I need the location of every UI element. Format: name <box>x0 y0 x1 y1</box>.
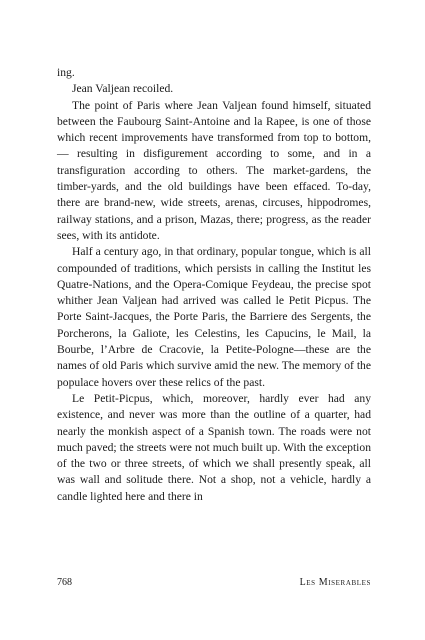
paragraph: Jean Valjean recoiled. <box>72 82 174 96</box>
paragraph: Le Petit-Picpus, which, moreover, hardly ever had any existence, and never was more than the outline of a quarter, had nearly the monkish aspect of a Spanish town. The roads were not much paved; the streets were not much built up. With the exception of the two or three streets, of which we shall presently speak, all was wall and solitude there. Not a shop, not a vehicle, hardly a candle lighted here and there in <box>57 391 371 503</box>
running-title: Les Miserables <box>299 577 371 588</box>
page-footer <box>57 577 371 588</box>
paragraph: Half a century ago, in that ordinary, popular tongue, which is all compounded of traditions, which persists in calling the Institut les Quatre-Nations, and the Opera-Comique Feydeau, the precise spot whither Jean Valjean had arrived was called le Petit Picpus. The Porte Saint-Jacques, the Porte Paris, the Barriere des Sergents, the Porcherons, la Galiote, les Celestins, les Capucins, le Mail, la Bourbe, l’Arbre de Cracovie, la Petite-Pologne—these are the names of old Paris which survive amid the new. The memory of the populace hovers over these relics of the past. <box>57 245 371 389</box>
paragraph-continuation: ing. <box>57 66 75 79</box>
page-number: 768 <box>57 577 72 588</box>
paragraph: The point of Paris where Jean Valjean found himself, situated between the Faubourg Saint-Antoine and la Rapee, is one of those which recent improvements have transformed from top to bottom,— resulting in disfigurement according to some, and in a transfiguration according to others. The market-gardens, the timber-yards, and the old buildings have been effaced. To-day, there are brand-new, wide streets, arenas, circuses, hippodromes, railway stations, and a prison, Mazas, there; progress, as the reader sees, with its antidote. <box>57 98 371 242</box>
body-text <box>57 65 371 505</box>
